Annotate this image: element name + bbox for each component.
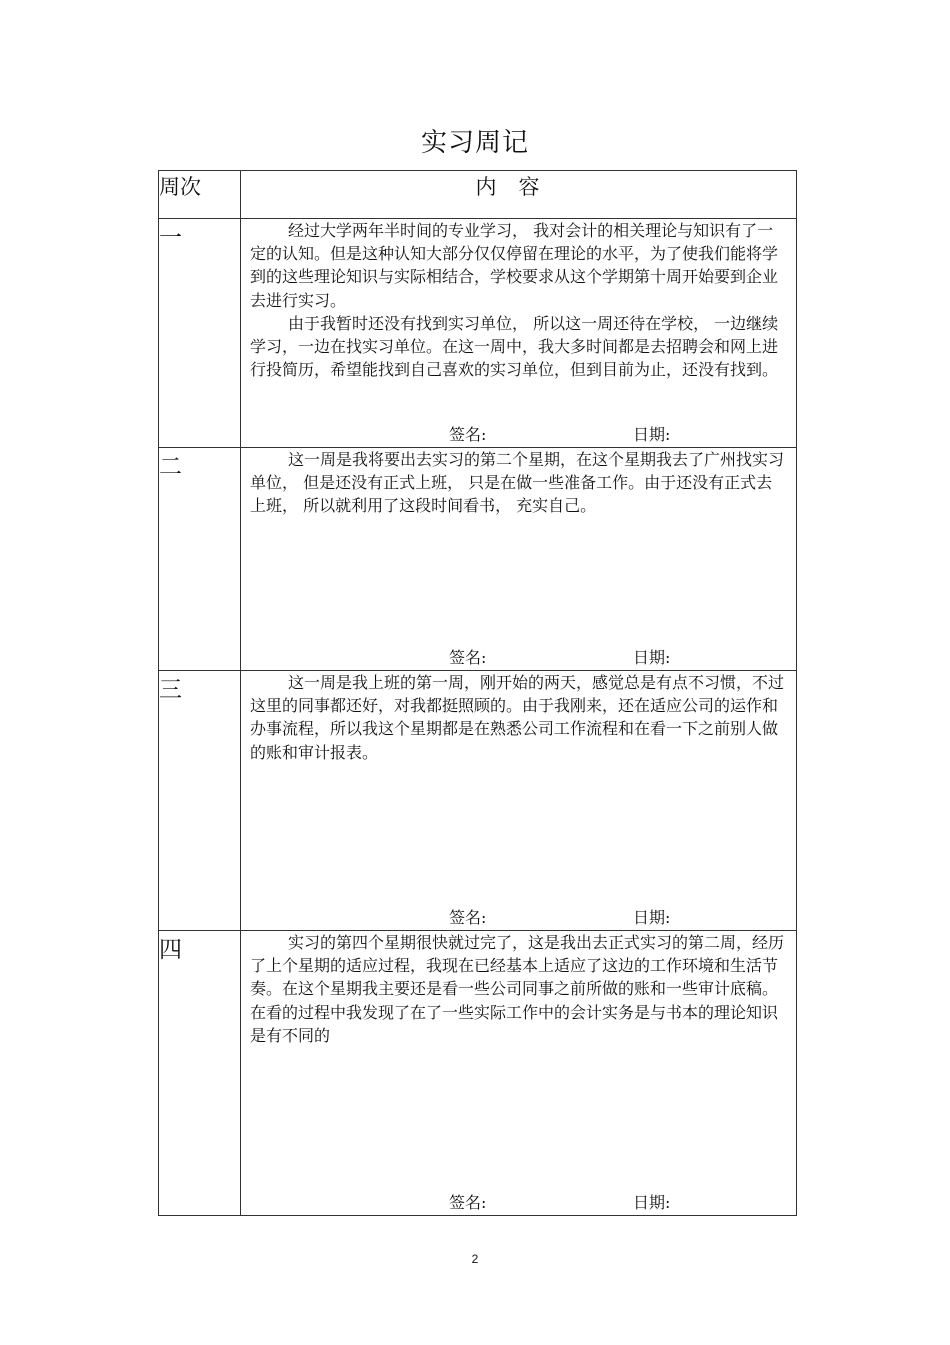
table-header-row [159,171,797,219]
week-label: 四 [159,931,241,1216]
week-content [241,931,797,1216]
week-row-3 [159,671,797,931]
weekly-log-table [158,170,797,1216]
week-row-2 [159,448,797,671]
week-row-4 [159,931,797,1216]
week-label: 三 [159,671,241,931]
week-content [241,448,797,671]
week-label: 一 [159,219,241,448]
signature-line [241,1190,796,1214]
date-label: 日期: [633,1193,671,1212]
signature-line [241,422,796,446]
page-number: 2 [471,1252,479,1266]
week-paragraph: 这一周是我上班的第一周，刚开始的两天，感觉总是有点不习惯，不过这里的同事都还好，对我都挺照顾的。由于我刚来，还在适应公司的运作和办事流程，所以我这个星期都是在熟悉公司工作流程和在看一下之前别人做的账和审计报表。 [250,673,785,762]
week-row-1 [159,219,797,448]
header-content: 内容 [241,171,797,219]
week-paragraph: 实习的第四个星期很快就过完了，这是我出去正式实习的第二周，经历了上个星期的适应过程，我现在已经基本上适应了这边的工作环境和生活节奏。在这个星期我主要还是看一些公司同事之前所做的账和一些审计底稿。在看的过程中我发现了在了一些实际工作中的会计实务是与书本的理论知识是有不同的 [250,933,785,1045]
signature-line [241,905,796,929]
signature-label: 签名: [449,648,487,667]
week-paragraph: 经过大学两年半时间的专业学习， 我对会计的相关理论与知识有了一定的认知。但是这种认知大部分仅仅停留在理论的水平，为了使我们能将学到的这些理论知识与实际相结合，学校要求从这个学期第十周开始要到企业去进行实习。 [250,221,779,310]
week-label: 二 [159,448,241,671]
page-title: 实习周记 [420,128,529,158]
date-label: 日期: [633,425,671,444]
date-label: 日期: [633,648,671,667]
header-week: 周次 [159,171,241,219]
signature-line [241,645,796,669]
signature-label: 签名: [449,425,487,444]
week-content [241,219,797,448]
week-paragraph: 这一周是我将要出去实习的第二个星期，在这个星期我去了广州找实习单位， 但是还没有正式上班， 只是在做一些准备工作。由于还没有正式去上班， 所以就利用了这段时间看书， 充实自己。 [250,450,785,516]
signature-label: 签名: [449,1193,487,1212]
signature-label: 签名: [449,908,487,927]
date-label: 日期: [633,908,671,927]
week-paragraph: 由于我暂时还没有找到实习单位， 所以这一周还待在学校， 一边继续学习，一边在找实习单位。在这一周中，我大多时间都是去招聘会和网上进行投简历，希望能找到自己喜欢的实习单位，但到目前为止，还没有找到。 [250,313,779,380]
week-content [241,671,797,931]
